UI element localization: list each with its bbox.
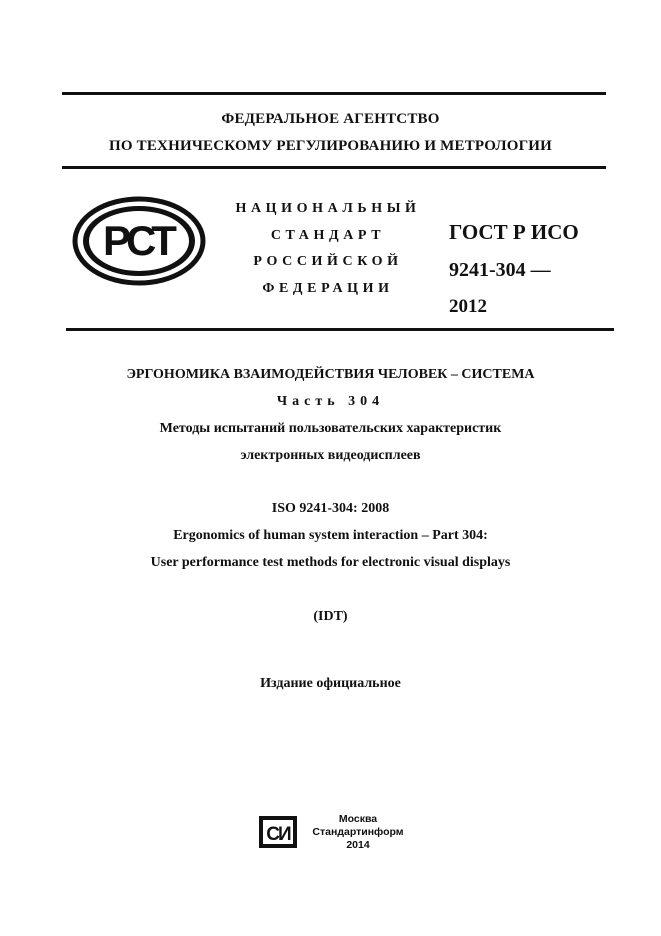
agency-line-2: ПО ТЕХНИЧЕСКОМУ РЕГУЛИРОВАНИЮ И МЕТРОЛОГИИ <box>108 138 553 154</box>
iso-code: ISO 9241-304: 2008 <box>271 501 390 516</box>
bottom-rule <box>66 328 614 331</box>
publisher-year: 2014 <box>346 839 370 851</box>
title-main: ЭРГОНОМИКА ВЗАИМОДЕЙСТВИЯ ЧЕЛОВЕК – СИСТЕМА <box>126 367 535 382</box>
top-rule <box>62 92 606 95</box>
middle-rule <box>62 166 606 169</box>
standartinform-logo-icon <box>256 814 300 850</box>
edition-label: Издание официальное <box>260 676 401 691</box>
title-subtitle-1: Методы испытаний пользовательских характеристик <box>159 421 502 436</box>
standard-designation-line-1: ГОСТ Р ИСО <box>449 220 579 244</box>
idt-label: (IDT) <box>313 609 348 624</box>
national-standard-line-4: ФЕДЕРАЦИИ <box>262 280 394 296</box>
title-subtitle-2: электронных видеодисплеев <box>240 448 421 463</box>
national-standard-block <box>228 196 428 302</box>
national-standard-line-3: РОССИЙСКОЙ <box>253 254 403 269</box>
standartinform-logo-text: СИ <box>266 824 290 845</box>
publisher-name: Стандартинформ <box>312 826 404 838</box>
standard-designation-line-3: 2012 <box>449 296 487 317</box>
national-standard-line-1: НАЦИОНАЛЬНЫЙ <box>235 201 421 216</box>
rst-logo-icon <box>72 196 206 286</box>
rst-logo-text: РСТ <box>103 217 173 264</box>
publisher-city: Москва <box>338 813 378 825</box>
iso-title-2: User performance test methods for electronic visual displays <box>150 555 511 570</box>
agency-line-1: ФЕДЕРАЛЬНОЕ АГЕНТСТВО <box>221 111 440 127</box>
publisher-block <box>305 813 411 852</box>
standard-designation-line-2: 9241-304 — <box>449 259 551 281</box>
iso-title-1: Ergonomics of human system interaction – Part 304: <box>173 528 488 543</box>
title-part: Часть 304 <box>276 394 385 409</box>
national-standard-line-2: СТАНДАРТ <box>270 227 386 243</box>
